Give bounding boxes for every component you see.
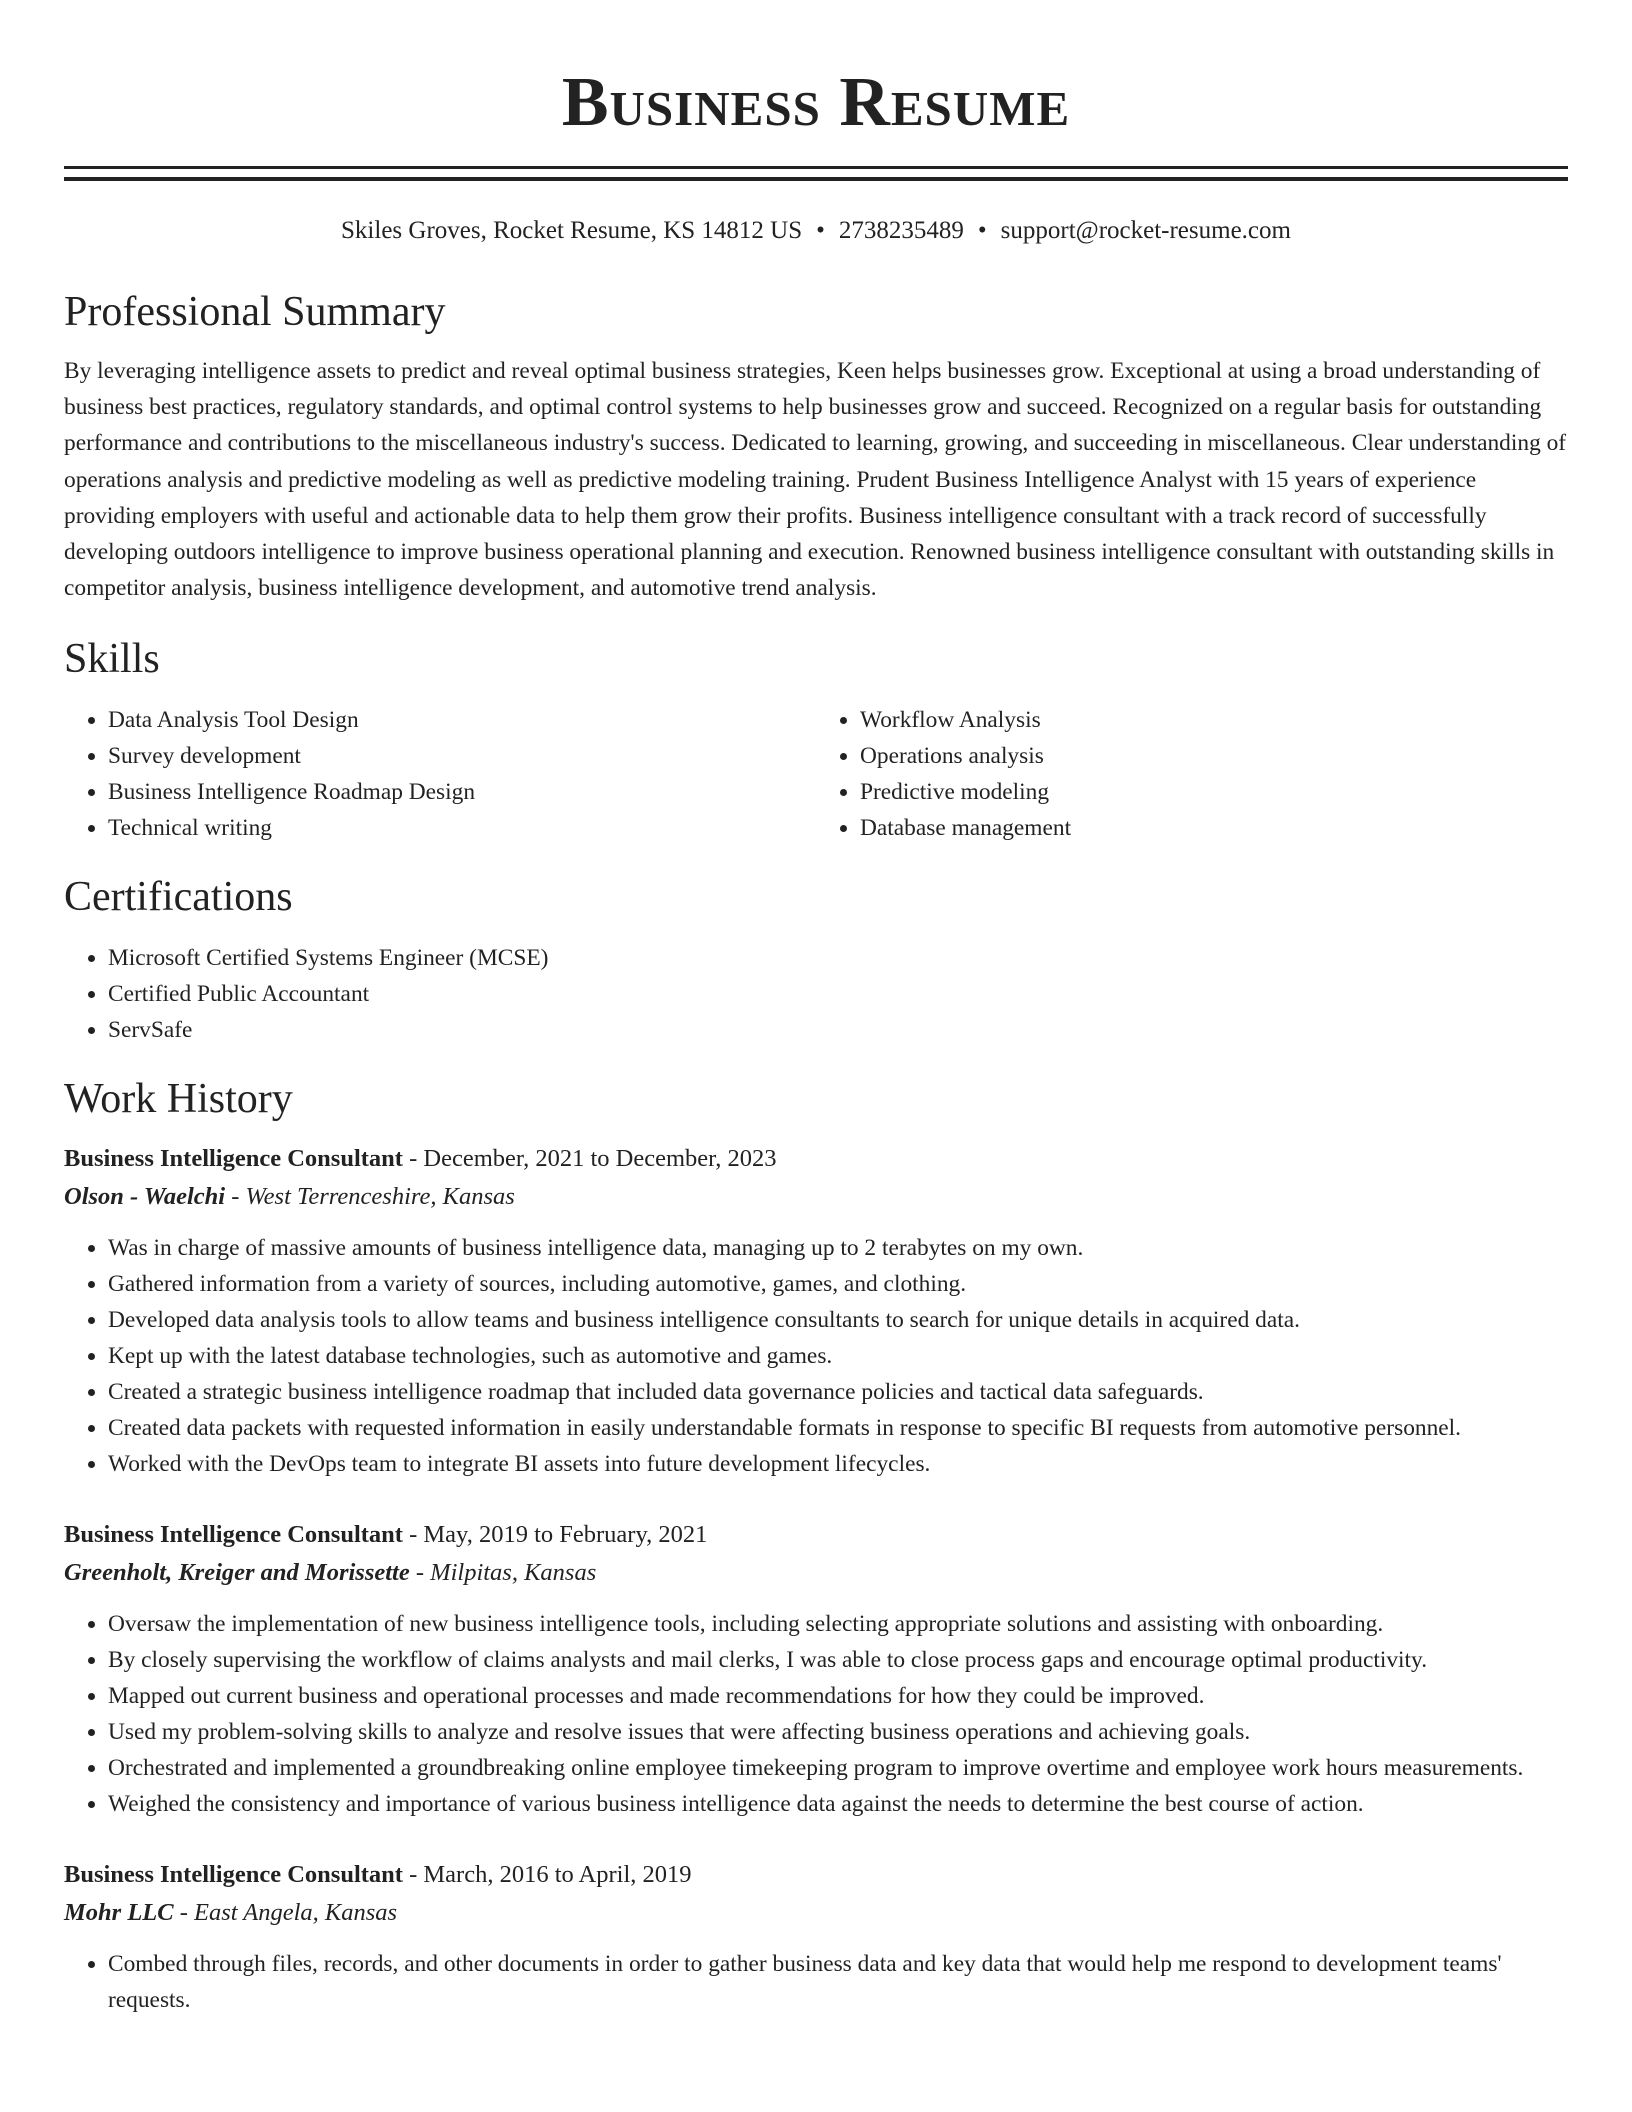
job-dates: March, 2016 to April, 2019: [423, 1861, 692, 1889]
job-bullet-list: [64, 1946, 1568, 2018]
job-title: Business Intelligence Consultant: [64, 1145, 403, 1173]
title-double-rule: [64, 166, 1568, 181]
job-company-line: [64, 1178, 1568, 1216]
job-bullet: • Gathered information from a variety of sources, including automotive, games, and clothing.: [108, 1266, 1568, 1302]
job-header: [64, 1140, 1568, 1178]
work-history-heading: Work History: [64, 1076, 293, 1123]
job-company: Mohr LLC: [64, 1899, 174, 1927]
job-bullet: • Kept up with the latest database technologies, such as automotive and games.: [108, 1338, 1568, 1374]
skill-item: • Database management: [860, 810, 1568, 846]
job-company-line: [64, 1894, 1568, 1932]
job-bullet: • Oversaw the implementation of new business intelligence tools, including selecting appropriate solutions and assisting with onboarding.: [108, 1606, 1568, 1642]
skill-item: • Data Analysis Tool Design: [108, 702, 816, 738]
skills-columns: [64, 702, 1568, 846]
skills-list-left: [64, 702, 816, 846]
job-company: Olson - Waelchi: [64, 1183, 226, 1211]
job-header: [64, 1516, 1568, 1554]
job-title: Business Intelligence Consultant: [64, 1521, 403, 1549]
job-bullet: • By closely supervising the workflow of claims analysts and mail clerks, I was able to close process gaps and encourage optimal productivity.: [108, 1642, 1568, 1678]
certification-item: • ServSafe: [108, 1012, 1568, 1048]
job-entry: [64, 1516, 1568, 1822]
skill-item: • Predictive modeling: [860, 774, 1568, 810]
job-dash: -: [402, 1145, 424, 1173]
job-bullet: • Used my problem-solving skills to analyze and resolve issues that were affecting business operations and achieving goals.: [108, 1714, 1568, 1750]
job-bullet: • Was in charge of massive amounts of business intelligence data, managing up to 2 terabytes on my own.: [108, 1230, 1568, 1266]
job-bullet: • Orchestrated and implemented a groundbreaking online employee timekeeping program to improve overtime and employee work hours measurements.: [108, 1750, 1568, 1786]
skill-item: • Survey development: [108, 738, 816, 774]
job-company: Greenholt, Kreiger and Morissette: [64, 1559, 410, 1587]
skills-heading: Skills: [64, 636, 160, 683]
job-location: East Angela, Kansas: [194, 1899, 398, 1927]
job-bullet: • Weighed the consistency and importance of various business intelligence data against the needs to determine the best course of action.: [108, 1786, 1568, 1822]
job-location: West Terrenceshire, Kansas: [245, 1183, 515, 1211]
job-location: Milpitas, Kansas: [430, 1559, 597, 1587]
job-bullet-list: [64, 1230, 1568, 1482]
job-company-line: [64, 1554, 1568, 1592]
contact-separator: •: [816, 217, 825, 244]
job-header: [64, 1856, 1568, 1894]
job-dates: December, 2021 to December, 2023: [423, 1145, 777, 1173]
job-bullet: • Developed data analysis tools to allow teams and business intelligence consultants to search for unique details in acquired data.: [108, 1302, 1568, 1338]
skills-list-right: [816, 702, 1568, 846]
contact-address: Skiles Groves, Rocket Resume, KS 14812 US: [341, 217, 803, 244]
contact-phone: 2738235489: [838, 217, 964, 244]
skill-item: • Workflow Analysis: [860, 702, 1568, 738]
certification-item: • Microsoft Certified Systems Engineer (MCSE): [108, 940, 1568, 976]
skill-item: • Technical writing: [108, 810, 816, 846]
certifications-list: [64, 940, 1568, 1048]
job-bullet: • Created a strategic business intelligence roadmap that included data governance policies and tactical data safeguards.: [108, 1374, 1568, 1410]
job-dates: May, 2019 to February, 2021: [423, 1521, 708, 1549]
summary-text: By leveraging intelligence assets to predict and reveal optimal business strategies, Keen helps businesses grow. Exceptional at using a broad understanding of business best practices, regulatory standards, and optimal control systems to help businesses grow and succeed. Recognized on a regular basis for outstanding performance and contributions to the miscellaneous industry's success. Dedicated to learning, growing, and succeeding in miscellaneous. Clear understanding of operations analysis and predictive modeling as well as predictive modeling training. Prudent Business Intelligence Analyst with 15 years of experience providing employers with useful and actionable data to help them grow their profits. Business intelligence consultant with a track record of successfully developing outdoors intelligence to improve business operational planning and execution. Renowned business intelligence consultant with outstanding skills in competitor analysis, business intelligence development, and automotive trend analysis.: [64, 358, 1567, 602]
certification-item: • Certified Public Accountant: [108, 976, 1568, 1012]
job-dash: -: [409, 1559, 431, 1587]
job-bullet: • Created data packets with requested information in easily understandable formats in response to specific BI requests from automotive personnel.: [108, 1410, 1568, 1446]
contact-separator: •: [977, 217, 987, 244]
job-dash: -: [402, 1861, 424, 1889]
job-dash: -: [402, 1521, 424, 1549]
certifications-heading: Certifications: [64, 874, 293, 921]
job-title: Business Intelligence Consultant: [64, 1861, 403, 1889]
job-bullet: • Mapped out current business and operational processes and made recommendations for how they could be improved.: [108, 1678, 1568, 1714]
job-dash: -: [173, 1899, 195, 1927]
resume-title: Business Resume: [561, 64, 1071, 141]
job-entry: [64, 1856, 1568, 2018]
contact-line: [64, 215, 1568, 247]
job-bullet: • Combed through files, records, and other documents in order to gather business data and key data that would help me respond to development teams' requests.: [108, 1946, 1568, 2018]
skill-item: • Business Intelligence Roadmap Design: [108, 774, 816, 810]
job-bullet: • Worked with the DevOps team to integrate BI assets into future development lifecycles.: [108, 1446, 1568, 1482]
skill-item: • Operations analysis: [860, 738, 1568, 774]
job-entry: [64, 1140, 1568, 1482]
contact-email: support@rocket-resume.com: [1000, 217, 1291, 244]
job-bullet-list: [64, 1606, 1568, 1822]
summary-heading: Professional Summary: [64, 289, 446, 335]
job-dash: -: [225, 1183, 246, 1211]
